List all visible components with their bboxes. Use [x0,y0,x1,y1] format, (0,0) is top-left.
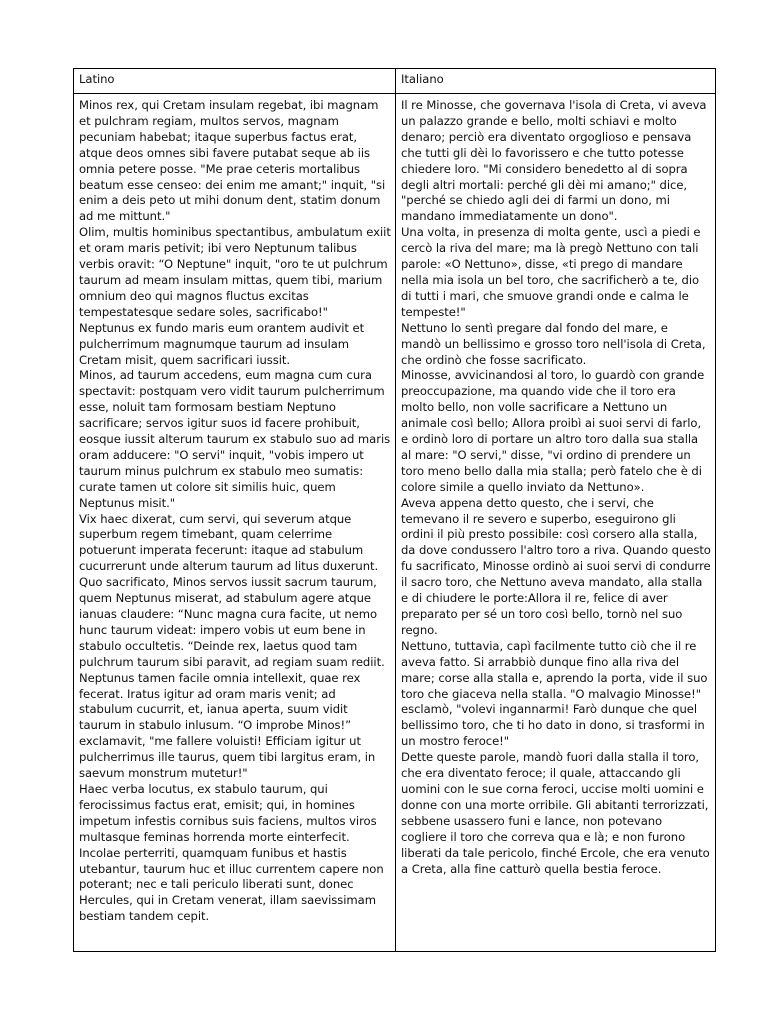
italian-paragraph: Il re Minosse, che governava l'isola di Creta, vi aveva un palazzo grande e bello, molti schiavi e molto denaro; perciò era diventato orgoglioso e pensava che tutti gli dèi lo favorissero e che tutto potesse chiedere loro. "Mi considero benedetto al di sopra degli altri mortali: perché gli dèi mi amano;" dice, "perché se chiedo agli dei di farmi un dono, mi mandano immediatamente un dono". [401,98,707,224]
translation-table [73,68,716,952]
latin-paragraph: Minos, ad taurum accedens, eum magna cum cura spectavit: postquam vero vidit taurum pulcherrimum esse, noluit tam formosam bestiam Neptuno sacrificare; servos igitur suos id facere prohibuit, eosque iussit alterum taurum ex stabulo suo ad maris oram adducere: "O servi" inquit, "vobis impero ut taurum minus pulchrum ex stabulo meo sumatis: curate tamen ut colore sit similis huic, quem Neptunus misit." [79,368,391,510]
latin-paragraph: Olim, multis hominibus spectantibus, ambulatum exiit et oram maris petivit; ibi vero Neptunum talibus verbis oravit: “O Neptune" inquit, "oro te ut pulchrum taurum ad meam insulam mittas, quem tibi, marium omnium deo qui magnos fluctus excitas tempestatesque sedare soles, sacrificabo!" [79,225,391,319]
table-header-row [74,69,716,94]
italian-paragraph: Minosse, avvicinandosi al toro, lo guardò con grande preoccupazione, ma quando vide che il toro era molto bello, non volle sacrificare a Nettuno un animale così bello; Allora proibì ai suoi servi di farlo, e ordinò loro di portare un altro toro dalla sua stalla al mare: "O servi," disse, "vi ordino di prendere un toro meno bello dalla mia stalla; però fatelo che è di colore simile a quello inviato da Nettuno». [401,368,705,494]
latin-text-cell [74,94,396,952]
latin-paragraph: Vix haec dixerat, cum servi, qui severum atque superbum regem timebant, quam celerrime potuerunt imperata fecerunt: itaque ad stabulum cucurrerunt unde alterum taurum ad litus duxerunt. Quo sacrificato, Minos servos iussit sacrum taurum, quem Neptunus miserat, ad stabulum agere atque ianuas claudere: “Nunc magna cura facite, ut nemo hunc taurum videat: impero vobis ut eum bene in stabulo occultetis. “Deinde rex, laetus quod tam pulchrum taurum sibi paravit, ad regiam suam rediit. [79,511,385,669]
latin-paragraph: Neptunus ex fundo maris eum orantem audivit et pulcherrimum magnumque taurum ad insulam Cretam misit, quem sacrificari iussit. [79,320,365,367]
italian-paragraph: Aveva appena detto questo, che i servi, che temevano il re severo e superbo, eseguirono gli ordini il più presto possibile: così corsero alla stalla, da dove condussero l'altro toro a riva. Quando questo fu sacrificato, Minosse ordinò ai suoi servi di condurre il sacro toro, che Nettuno aveva mandato, alla stalla e di chiudere le porte:Allora il re, felice di aver preparato per sé un toro così bello, tornò nel suo regno. [401,495,711,637]
latin-paragraph: Haec verba locutus, ex stabulo taurum, qui ferocissimus factus erat, emisit; qui, in homines impetum infestis cornibus suis faciens, multos viros multasque feminas horrenda morte einterfecit. Incolae perterriti, quamquam funibus et hastis utebantur, taurum huc et illuc currentem capere non poterant; nec e tali periculo liberati sunt, donec Hercules, qui in Cretam venerat, illam saevissimam bestiam tandem cepit. [79,781,384,924]
italian-paragraph: Nettuno, tuttavia, capì facilmente tutto ciò che il re aveva fatto. Si arrabbiò dunque fino alla riva del mare; corse alla stalla e, aprendo la porta, vide il suo toro che giaceva nella stalla. "O malvagio Minosse!" esclamò, "volevi ingannarmi! Farò dunque che quel bellissimo toro, che ti ho dato in dono, si trasformi in un mostro feroce!" [401,638,708,749]
latin-paragraph: Neptunus tamen facile omnia intellexit, quae rex fecerat. Iratus igitur ad oram maris venit; ad stabulum cucurrit, et, ianua aperta, suum vidit taurum in stabulo inlusum. “O improbe Minos!” exclamavit, "me fallere voluisti! Efficiam igitur ut pulcherrimus ille taurus, quem tibi largitus eram, in saevum monstrum mutetur!" [79,670,376,781]
latin-paragraph: Minos rex, qui Cretam insulam regebat, ibi magnam et pulchram regiam, multos servos, magnam pecuniam habebat; itaque superbus factus erat, atque deos omnes sibi favere putabat seque ab iis omnia petere posse. "Me prae ceteris mortalibus beatum esse censeo: dei enim me amant;" inquit, "si enim a deis peto ut mihi donum dent, statim donum ad me mittunt." [79,98,386,224]
table-body-row [74,94,716,952]
header-latin: Latino [74,69,396,94]
italian-paragraph: Una volta, in presenza di molta gente, uscì a piedi e cercò la riva del mare; ma là pregò Nettuno con tali parole: «O Nettuno», disse, «ti prego di mandare nella mia isola un bel toro, che sacrificherò a te, dio di tutti i mari, che smuove grandi onde e calma le tempeste!" [401,225,701,319]
italian-text-cell [396,94,716,952]
italian-paragraph: Nettuno lo sentì pregare dal fondo del mare, e mandò un bellissimo e grosso toro nell'isola di Creta, che ordinò che fosse sacrificato. [401,320,706,367]
italian-paragraph: Dette queste parole, mandò fuori dalla stalla il toro, che era diventato feroce; il quale, attaccando gli uomini con le sue corna feroci, uccise molti uomini e donne con una morte orribile. Gli abitanti terrorizzati, sebbene usassero funi e lance, non potevano cogliere il toro che correva qua e là; e non furono liberati da tale pericolo, finché Ercole, che era venuto a Creta, alla fine catturò quella bestia feroce. [401,750,710,876]
header-italian: Italiano [396,69,716,94]
